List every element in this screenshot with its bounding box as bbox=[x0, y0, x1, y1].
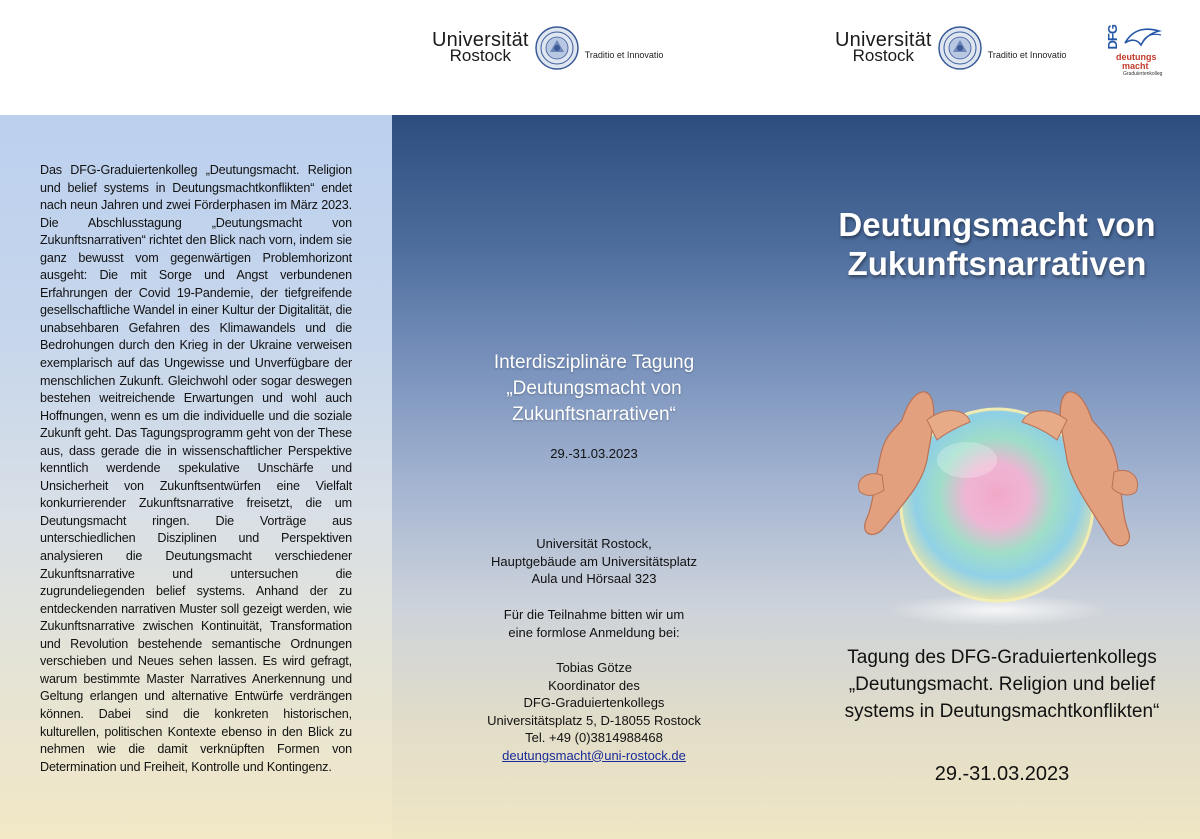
organizer-line1: Tagung des DFG-Graduiertenkollegs bbox=[847, 647, 1157, 668]
university-logo-right bbox=[835, 22, 1066, 74]
contact-phone: Tel. +49 (0)3814988468 bbox=[525, 730, 663, 745]
right-panel bbox=[392, 115, 1200, 839]
conference-line2: „Deutungsmacht von bbox=[506, 378, 682, 399]
venue-block bbox=[472, 535, 716, 588]
contact-address: Universitätsplatz 5, D-18055 Rostock bbox=[487, 712, 701, 728]
dfg-subtitle: Graduiertenkolleg bbox=[1123, 71, 1163, 77]
contact-name: Tobias Götze bbox=[556, 660, 632, 675]
dfg-bird-icon bbox=[1123, 23, 1163, 49]
registration-line2: eine formlose Anmeldung bei: bbox=[508, 624, 680, 640]
left-panel bbox=[0, 115, 392, 839]
organizer-line2: „Deutungsmacht. Religion und belief bbox=[848, 674, 1156, 695]
dfg-word-2: macht bbox=[1122, 61, 1149, 71]
venue-line2: Hauptgebäude am Universitätsplatz bbox=[491, 553, 697, 569]
university-seal-icon bbox=[535, 26, 579, 70]
organizer-title bbox=[832, 644, 1172, 725]
crystal-ball-image bbox=[842, 380, 1152, 630]
logo-line2: Rostock bbox=[852, 46, 915, 65]
registration-line1: Für die Teilnahme bitten wir um bbox=[503, 607, 685, 622]
conference-line3: Zukunftsnarrativen“ bbox=[512, 404, 676, 425]
conference-heading bbox=[472, 350, 716, 428]
dfg-word bbox=[1116, 53, 1157, 71]
description-paragraph: Das DFG-Graduiertenkolleg „Deutungsmacht. Religion und belief systems in Deutungsmachtkonflikten“ endet nach neun Jahren und zwei Förderphasen im März 2023. Die Abschlusstagung „Deutungsmacht von Zukunftsnarrativen“ richtet den Blick nach vorn, indem sie ganz bewusst vom gegenwärtigen Problemhorizont ausgeht: Die mit Sorge und Angst verbundenen Erfahrungen der Covid 19-Pandemie, der tiefgreifende gesellschaftliche Wandel in einer Kultur der Digitalität, die unabsehbaren Gefahren des Klimawandels und die Bedrohungen durch den Krieg in der Ukraine verweisen exemplarisch auf das Ungewisse und Unverfügbare der menschlichen Zukunft. Gleichwohl oder sogar deswegen bestehen weitreichende Erwartungen und wohl auch Hoffnungen, wenn es um die individuelle und die soziale Zukunft geht. Das Tagungsprogramm geht von der These aus, dass gerade die in wissenschaftlicher Perspektive kenntlich werdende spekulative Unschärfe und Unsicherheit von Zukunftsentwürfen eine Vielfalt konkurrierender Zukunftsnarrative freisetzt, die um Deutungsmacht ringen. Die Vorträge aus unterschiedlichen Disziplinen und Perspektiven analysieren die Deutungsmacht verschiedener Zukunftsnarrative und untersuchen die zugrundeliegenden belief systems. Anhand der zu entdeckenden narrativen Muster soll gezeigt werden, wie Zukunftsnarrative zwischen Kontinuität, Transformation und Revolution bestehende semantische Ordnungen verschieben und Neues sehen lassen. Es wird gefragt, warum bestimmte Master Narratives Anerkennung und Geltung erlangen und alternative Entwürfe verdrängen können. Dabei sind die konkreten historischen, kulturellen, politischen Kontexte ebenso in den Blick zu nehmen wie die damit verknüpften Formen von Determination und Freiheit, Kontrolle und Kontingenz. bbox=[40, 163, 352, 774]
contact-block bbox=[472, 659, 716, 764]
logo-line1: Universität bbox=[432, 29, 529, 51]
venue-line1: Universität Rostock, bbox=[536, 536, 652, 551]
dfg-letters: DFG bbox=[1105, 25, 1120, 50]
conference-line1: Interdisziplinäre Tagung bbox=[493, 352, 695, 373]
conference-date: 29.-31.03.2023 bbox=[550, 446, 638, 461]
dfg-word-1: deutungs bbox=[1116, 52, 1157, 62]
logo-line1: Universität bbox=[835, 29, 932, 51]
venue-line3: Aula und Hörsaal 323 bbox=[531, 571, 657, 586]
university-motto: Traditio et Innovatio bbox=[987, 50, 1067, 60]
main-title-line1: Deutungsmacht von bbox=[838, 206, 1156, 243]
university-logo-left bbox=[432, 22, 663, 74]
organizer-line3: systems in Deutungsmachtkonflikten“ bbox=[844, 701, 1160, 722]
main-title-line2: Zukunftsnarrativen bbox=[847, 245, 1147, 282]
contact-email-link[interactable]: deutungsmacht@uni-rostock.de bbox=[502, 747, 686, 763]
contact-role1: Koordinator des bbox=[548, 677, 640, 693]
contact-role2: DFG-Graduiertenkollegs bbox=[523, 695, 665, 710]
university-wordmark bbox=[432, 31, 529, 65]
header bbox=[0, 0, 1200, 115]
logo-line2: Rostock bbox=[449, 46, 512, 65]
dfg-logo-icon bbox=[1105, 23, 1165, 75]
university-motto: Traditio et Innovatio bbox=[584, 50, 664, 60]
university-wordmark bbox=[835, 31, 932, 65]
bottom-date: 29.-31.03.2023 bbox=[934, 763, 1070, 785]
registration-note bbox=[472, 606, 716, 641]
main-title bbox=[812, 205, 1182, 283]
university-seal-icon bbox=[938, 26, 982, 70]
